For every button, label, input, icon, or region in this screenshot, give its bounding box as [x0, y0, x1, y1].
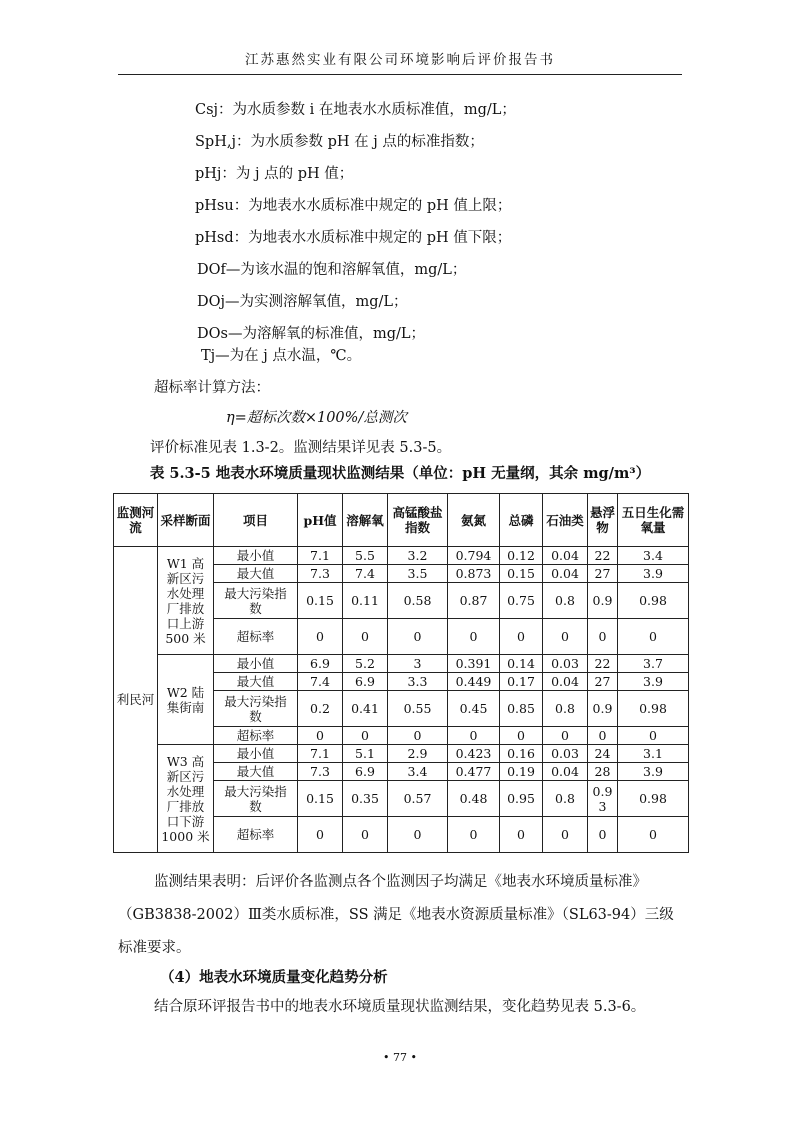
value-cell: 0.57 — [388, 781, 448, 817]
value-cell: 0.2 — [298, 691, 343, 727]
value-cell: 7.1 — [298, 745, 343, 763]
column-header: 悬浮物 — [588, 494, 618, 547]
definition-dos: DOs—为溶解氧的标准值，mg/L； — [197, 326, 425, 342]
value-cell: 0.85 — [500, 691, 543, 727]
value-cell: 0.55 — [388, 691, 448, 727]
value-cell: 0 — [618, 619, 689, 655]
item-cell: 最大污染指数 — [214, 691, 298, 727]
value-cell: 0.449 — [448, 673, 500, 691]
header-divider — [118, 74, 682, 75]
value-cell: 0 — [448, 817, 500, 853]
value-cell: 7.4 — [343, 565, 388, 583]
value-cell: 0.04 — [543, 673, 588, 691]
value-cell: 0.87 — [448, 583, 500, 619]
value-cell: 6.9 — [343, 763, 388, 781]
evaluation-note: 评价标准见表 1.3-2。监测结果详见表 5.3-5。 — [150, 440, 452, 456]
value-cell: 0 — [448, 619, 500, 655]
value-cell: 5.1 — [343, 745, 388, 763]
value-cell: 0.95 — [500, 781, 543, 817]
page-number: • 77 • — [383, 1051, 417, 1064]
value-cell: 0.04 — [543, 547, 588, 565]
exceed-method-label: 超标率计算方法： — [154, 380, 270, 396]
section-name-cell: W1 高新区污水处理厂排放口上游500 米 — [158, 547, 214, 655]
value-cell: 0.8 — [543, 781, 588, 817]
value-cell: 0 — [343, 817, 388, 853]
value-cell: 5.5 — [343, 547, 388, 565]
value-cell: 0.17 — [500, 673, 543, 691]
value-cell: 0.16 — [500, 745, 543, 763]
value-cell: 0 — [388, 619, 448, 655]
table-row — [114, 745, 689, 763]
value-cell: 22 — [588, 547, 618, 565]
value-cell: 0.04 — [543, 565, 588, 583]
value-cell: 0 — [543, 817, 588, 853]
value-cell: 3.7 — [618, 655, 689, 673]
value-cell: 0 — [343, 619, 388, 655]
table-caption: 表 5.3-5 地表水环境质量现状监测结果（单位：pH 无量纲，其余 mg/m³） — [149, 465, 651, 482]
value-cell: 0 — [343, 727, 388, 745]
value-cell: 0.15 — [298, 583, 343, 619]
monitoring-results-table — [113, 493, 689, 853]
value-cell: 0.14 — [500, 655, 543, 673]
item-cell: 最小值 — [214, 655, 298, 673]
column-header: 溶解氧 — [343, 494, 388, 547]
value-cell: 0.15 — [298, 781, 343, 817]
value-cell: 0.58 — [388, 583, 448, 619]
column-header: 五日生化需氧量 — [618, 494, 689, 547]
column-header: 项目 — [214, 494, 298, 547]
value-cell: 0.477 — [448, 763, 500, 781]
definition-phj: pHj：为 j 点的 pH 值； — [195, 166, 354, 182]
item-cell: 最小值 — [214, 745, 298, 763]
definition-doj: DOj—为实测溶解氧值，mg/L； — [197, 294, 408, 310]
value-cell: 0 — [543, 727, 588, 745]
column-header: 监测河流 — [114, 494, 158, 547]
value-cell: 0 — [588, 817, 618, 853]
value-cell: 0 — [588, 727, 618, 745]
value-cell: 0 — [298, 727, 343, 745]
item-cell: 超标率 — [214, 727, 298, 745]
value-cell: 0.794 — [448, 547, 500, 565]
value-cell: 7.3 — [298, 763, 343, 781]
item-cell: 最大污染指数 — [214, 781, 298, 817]
definition-dof: DOf—为该水温的饱和溶解氧值，mg/L； — [197, 262, 467, 278]
column-header: 高锰酸盐指数 — [388, 494, 448, 547]
value-cell: 0.8 — [543, 583, 588, 619]
value-cell: 5.2 — [343, 655, 388, 673]
value-cell: 0.98 — [618, 781, 689, 817]
value-cell: 0.423 — [448, 745, 500, 763]
definition-tj: Tj—为在 j 点水温，℃。 — [201, 348, 362, 364]
value-cell: 27 — [588, 673, 618, 691]
value-cell: 0.03 — [543, 745, 588, 763]
closing-paragraph: 结合原环评报告书中的地表水环境质量现状监测结果，变化趋势见表 5.3-6。 — [154, 999, 646, 1015]
value-cell: 0.35 — [343, 781, 388, 817]
value-cell: 0.48 — [448, 781, 500, 817]
value-cell: 0 — [588, 619, 618, 655]
table-body — [114, 494, 689, 853]
value-cell: 0 — [500, 619, 543, 655]
value-cell: 0.03 — [543, 655, 588, 673]
value-cell: 3.5 — [388, 565, 448, 583]
value-cell: 0 — [298, 817, 343, 853]
value-cell: 3 — [388, 655, 448, 673]
value-cell: 0.11 — [343, 583, 388, 619]
value-cell: 0.75 — [500, 583, 543, 619]
value-cell: 3.4 — [388, 763, 448, 781]
table-row — [114, 547, 689, 565]
value-cell: 0 — [618, 817, 689, 853]
value-cell: 6.9 — [343, 673, 388, 691]
value-cell: 24 — [588, 745, 618, 763]
value-cell: 0.04 — [543, 763, 588, 781]
item-cell: 最大值 — [214, 763, 298, 781]
value-cell: 28 — [588, 763, 618, 781]
value-cell: 0.45 — [448, 691, 500, 727]
section-name-cell: W3 高新区污水处理厂排放口下游1000 米 — [158, 745, 214, 853]
value-cell: 3.4 — [618, 547, 689, 565]
item-cell: 最大值 — [214, 565, 298, 583]
column-header: 总磷 — [500, 494, 543, 547]
value-cell: 22 — [588, 655, 618, 673]
page-header-title: 江苏惠然实业有限公司环境影响后评价报告书 — [245, 52, 555, 68]
value-cell: 0 — [500, 727, 543, 745]
value-cell: 7.4 — [298, 673, 343, 691]
value-cell: 0.98 — [618, 583, 689, 619]
value-cell: 0.41 — [343, 691, 388, 727]
value-cell: 2.9 — [388, 745, 448, 763]
value-cell: 0.9 — [588, 583, 618, 619]
item-cell: 最大值 — [214, 673, 298, 691]
value-cell: 27 — [588, 565, 618, 583]
river-name-cell: 利民河 — [114, 547, 158, 853]
value-cell: 3.2 — [388, 547, 448, 565]
value-cell: 0.93 — [588, 781, 618, 817]
column-header: 石油类 — [543, 494, 588, 547]
conclusion-paragraph: 监测结果表明：后评价各监测点各个监测因子均满足《地表水环境质量标准》（GB3838-2002）Ⅲ类水质标准，SS 满足《地表水资源质量标准》（SL63-94）三级标准要求。 — [118, 874, 674, 956]
definition-phsu: pHsu：为地表水水质标准中规定的 pH 值上限； — [195, 198, 512, 214]
value-cell: 0.391 — [448, 655, 500, 673]
value-cell: 3.9 — [618, 673, 689, 691]
section-name-cell: W2 陆集街南 — [158, 655, 214, 745]
value-cell: 0 — [543, 619, 588, 655]
column-header: 采样断面 — [158, 494, 214, 547]
value-cell: 0 — [618, 727, 689, 745]
value-cell: 0 — [388, 817, 448, 853]
value-cell: 3.3 — [388, 673, 448, 691]
value-cell: 0.15 — [500, 565, 543, 583]
value-cell: 0.19 — [500, 763, 543, 781]
definition-phsd: pHsd：为地表水水质标准中规定的 pH 值下限； — [195, 230, 512, 246]
value-cell: 3.9 — [618, 565, 689, 583]
value-cell: 3.9 — [618, 763, 689, 781]
column-header: pH值 — [298, 494, 343, 547]
value-cell: 7.1 — [298, 547, 343, 565]
item-cell: 超标率 — [214, 817, 298, 853]
value-cell: 0 — [448, 727, 500, 745]
value-cell: 0.98 — [618, 691, 689, 727]
column-header: 氨氮 — [448, 494, 500, 547]
item-cell: 最小值 — [214, 547, 298, 565]
section-heading: （4）地表水环境质量变化趋势分析 — [160, 969, 388, 986]
value-cell: 0 — [500, 817, 543, 853]
value-cell: 0 — [388, 727, 448, 745]
value-cell: 7.3 — [298, 565, 343, 583]
definition-csj: Csj：为水质参数 i 在地表水水质标准值，mg/L； — [195, 102, 516, 118]
item-cell: 超标率 — [214, 619, 298, 655]
value-cell: 0.12 — [500, 547, 543, 565]
value-cell: 0.8 — [543, 691, 588, 727]
table-header-row — [114, 494, 689, 547]
value-cell: 6.9 — [298, 655, 343, 673]
value-cell: 0.873 — [448, 565, 500, 583]
table-row — [114, 655, 689, 673]
definition-sph: SpH,j：为水质参数 pH 在 j 点的标准指数； — [195, 134, 484, 150]
exceed-formula: η=超标次数×100%/总测次 — [226, 410, 407, 426]
value-cell: 0.9 — [588, 691, 618, 727]
value-cell: 0 — [298, 619, 343, 655]
value-cell: 3.1 — [618, 745, 689, 763]
item-cell: 最大污染指数 — [214, 583, 298, 619]
